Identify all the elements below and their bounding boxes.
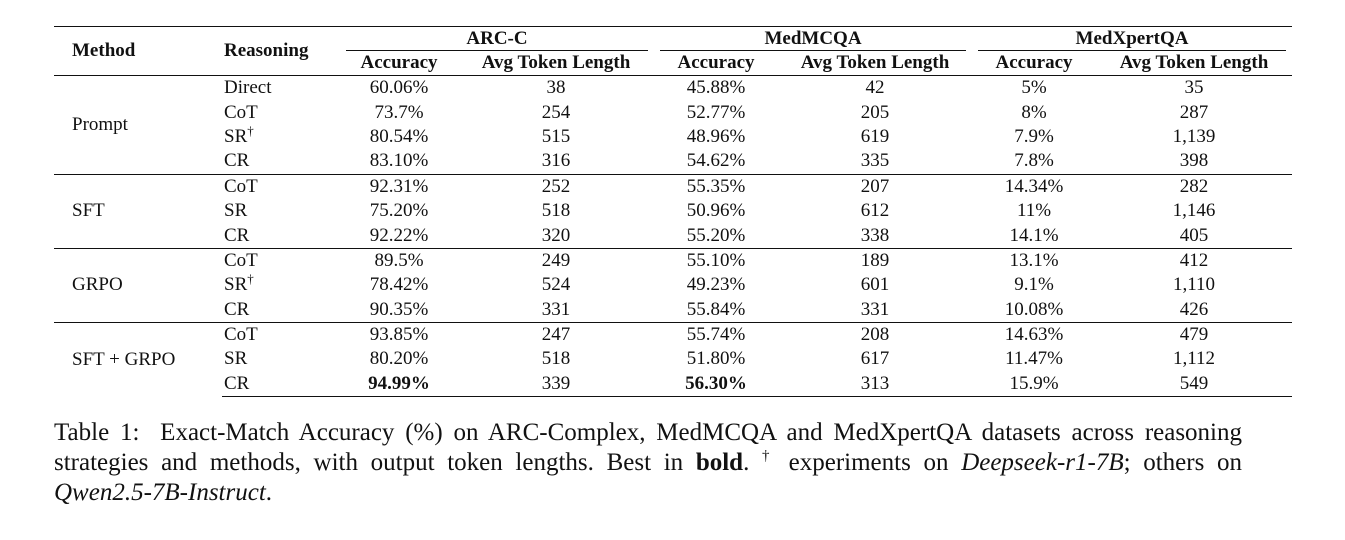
medmcqa-token-length-cell: 612 [860, 200, 890, 222]
caption-bold-word: bold [695, 449, 744, 476]
reasoning-cell [222, 273, 340, 297]
reasoning-cell [222, 223, 340, 248]
medmcqa-token-length-cell: 42 [865, 77, 885, 99]
medxpertqa-token-length-cell: 405 [1179, 224, 1209, 246]
table-row [54, 149, 1292, 174]
medmcqa-accuracy-header: Accuracy [677, 52, 755, 73]
table-row [54, 223, 1292, 248]
reasoning-label: SR [224, 200, 248, 222]
reasoning-cell [222, 76, 340, 101]
medmcqa-token-length-cell: 601 [860, 274, 890, 296]
reasoning-label: CR [224, 224, 250, 246]
table-row [54, 322, 1292, 347]
medxpertqa-accuracy-cell: 11% [1016, 200, 1052, 222]
caption-text: . [743, 449, 763, 476]
arc-token-length-cell: 518 [541, 348, 571, 370]
medmcqa-accuracy-cell: 48.96% [686, 125, 746, 147]
arc-accuracy-header: Accuracy [360, 52, 438, 73]
medxpertqa-accuracy-cell: 15.9% [972, 372, 1096, 397]
arc-accuracy-cell: 80.20% [369, 348, 429, 370]
caption-text: ; others on [1123, 449, 1243, 476]
reasoning-label: CR [224, 372, 250, 394]
caption-text: . [265, 479, 273, 506]
caption-text: experiments on [775, 449, 962, 476]
table-row [54, 76, 1292, 101]
medxpertqa-token-length-cell: 35 [1184, 77, 1204, 99]
medxpertqa-accuracy-cell: 14.63% [972, 322, 1096, 347]
medmcqa-token-length-cell: 313 [778, 372, 972, 397]
arc-token-length-cell: 515 [541, 125, 571, 147]
medmcqa-token-length-cell: 331 [860, 298, 890, 320]
arc-accuracy-cell: 78.42% [369, 274, 429, 296]
caption-model-deepseek: Deepseek-r1-7B [961, 449, 1124, 476]
medxpertqa-group-header: MedXpertQA [972, 27, 1292, 52]
medmcqa-accuracy-cell: 49.23% [686, 274, 746, 296]
medxpertqa-accuracy-cell: 5% [1021, 77, 1047, 99]
medxpertqa-accuracy-cell: 9.1% [1014, 274, 1054, 296]
medxpertqa-token-length-cell: 1,112 [1172, 348, 1216, 370]
arc-token-length-cell: 38 [546, 77, 566, 99]
arc-token-length-cell: 247 [458, 322, 654, 347]
arc-accuracy-cell: 89.5% [340, 248, 458, 273]
table-row [54, 347, 1292, 371]
reasoning-label: Direct [224, 77, 272, 99]
reasoning-label: CoT [224, 175, 258, 197]
table-row [54, 125, 1292, 149]
arc-accuracy-cell: 92.31% [340, 174, 458, 199]
reasoning-cell [222, 149, 340, 174]
table-row [54, 372, 1292, 397]
arc-accuracy-cell: 80.54% [369, 125, 429, 147]
arc-accuracy-cell: 93.85% [340, 322, 458, 347]
arc-accuracy-cell: 92.22% [369, 224, 429, 246]
medxpertqa-accuracy-cell: 14.1% [1009, 224, 1059, 246]
medmcqa-token-length-cell: 208 [778, 322, 972, 347]
arc-accuracy-cell: 73.7% [374, 101, 424, 123]
arc-token-length-cell: 331 [541, 298, 571, 320]
medxpertqa-token-length-header: Avg Token Length [1119, 52, 1269, 73]
medmcqa-token-length-cell: 205 [860, 101, 890, 123]
reasoning-cell [222, 372, 340, 397]
reasoning-cell [222, 248, 340, 273]
arc-accuracy-cell: 75.20% [369, 200, 429, 222]
reasoning-label: CoT [224, 324, 258, 346]
reasoning-label: CR [224, 150, 250, 172]
medmcqa-accuracy-cell: 55.20% [686, 224, 746, 246]
method-cell: SFT + GRPO [54, 322, 222, 396]
reasoning-column-header: Reasoning [224, 40, 309, 61]
medmcqa-accuracy-cell: 54.62% [686, 150, 746, 172]
table-row [54, 273, 1292, 297]
medmcqa-accuracy-cell: 45.88% [686, 77, 746, 99]
arc-token-length-cell: 249 [458, 248, 654, 273]
arc-accuracy-cell: 83.10% [369, 150, 429, 172]
medxpertqa-token-length-cell: 1,110 [1172, 274, 1216, 296]
medxpertqa-accuracy-cell: 11.47% [1005, 348, 1063, 370]
medxpertqa-accuracy-cell: 7.8% [1014, 150, 1054, 172]
arc-token-length-cell: 254 [541, 101, 571, 123]
reasoning-cell [222, 298, 340, 323]
medxpertqa-token-length-cell: 412 [1096, 248, 1292, 273]
dagger-mark: † [247, 271, 254, 287]
table-row [54, 298, 1292, 323]
medxpertqa-token-length-cell: 479 [1096, 322, 1292, 347]
reasoning-cell [222, 322, 340, 347]
medmcqa-accuracy-cell: 55.35% [654, 174, 778, 199]
caption-dagger: † [762, 448, 776, 464]
method-cell: SFT [54, 174, 222, 248]
reasoning-label: SR [224, 274, 248, 296]
medxpertqa-token-length-cell: 1,146 [1172, 200, 1216, 222]
medxpertqa-accuracy-header: Accuracy [995, 52, 1073, 73]
medmcqa-accuracy-cell: 51.80% [686, 348, 746, 370]
method-column-header: Method [72, 40, 136, 61]
caption-label: Table 1: [54, 419, 140, 446]
table-row [54, 199, 1292, 223]
medmcqa-token-length-header: Avg Token Length [800, 52, 950, 73]
table-caption [54, 418, 1242, 508]
medmcqa-token-length-cell: 189 [778, 248, 972, 273]
table-row [54, 248, 1292, 273]
medxpertqa-accuracy-cell: 7.9% [1014, 125, 1054, 147]
medxpertqa-token-length-cell: 1,139 [1172, 125, 1216, 147]
arc-accuracy-cell: 94.99% [340, 372, 458, 397]
medmcqa-accuracy-cell: 56.30% [654, 372, 778, 397]
medxpertqa-accuracy-cell: 13.1% [972, 248, 1096, 273]
arc-token-length-cell: 339 [458, 372, 654, 397]
arc-token-length-cell: 524 [541, 274, 571, 296]
dagger-mark: † [247, 122, 254, 138]
arc-c-group-header: ARC-C [340, 27, 654, 52]
reasoning-cell [222, 100, 340, 124]
medmcqa-token-length-cell: 338 [860, 224, 890, 246]
medxpertqa-token-length-cell: 398 [1179, 150, 1209, 172]
medxpertqa-token-length-cell: 282 [1096, 174, 1292, 199]
arc-token-length-header: Avg Token Length [481, 52, 631, 73]
medxpertqa-token-length-cell: 287 [1179, 101, 1209, 123]
medmcqa-accuracy-cell: 50.96% [686, 200, 746, 222]
medmcqa-token-length-cell: 335 [860, 150, 890, 172]
medmcqa-token-length-cell: 619 [860, 125, 890, 147]
method-cell: Prompt [72, 113, 128, 135]
reasoning-label: CoT [224, 101, 258, 123]
medxpertqa-accuracy-cell: 14.34% [972, 174, 1096, 199]
medmcqa-accuracy-cell: 55.84% [686, 298, 746, 320]
table-body [54, 76, 1292, 397]
caption-model-qwen: Qwen2.5-7B-Instruct [54, 479, 266, 506]
arc-accuracy-cell: 90.35% [369, 298, 429, 320]
table-row [54, 174, 1292, 199]
medxpertqa-token-length-cell: 426 [1179, 298, 1209, 320]
medmcqa-accuracy-cell: 55.10% [654, 248, 778, 273]
arc-token-length-cell: 316 [541, 150, 571, 172]
medmcqa-accuracy-cell: 52.77% [686, 101, 746, 123]
results-table [54, 26, 1292, 397]
reasoning-label: SR [224, 125, 248, 147]
medmcqa-token-length-cell: 617 [860, 348, 890, 370]
reasoning-cell [222, 122, 340, 149]
reasoning-cell [222, 347, 340, 371]
arc-token-length-cell: 252 [458, 174, 654, 199]
reasoning-cell [222, 174, 340, 199]
method-cell: GRPO [54, 248, 222, 322]
reasoning-label: CoT [224, 249, 258, 271]
medxpertqa-accuracy-cell: 10.08% [1004, 298, 1064, 320]
medmcqa-accuracy-cell: 55.74% [654, 322, 778, 347]
reasoning-label: CR [224, 298, 250, 320]
medxpertqa-accuracy-cell: 8% [1021, 101, 1047, 123]
arc-accuracy-cell: 60.06% [369, 77, 429, 99]
medmcqa-token-length-cell: 207 [778, 174, 972, 199]
medmcqa-group-header: MedMCQA [654, 27, 972, 52]
arc-token-length-cell: 518 [541, 200, 571, 222]
reasoning-label: SR [224, 348, 248, 370]
medxpertqa-token-length-cell: 549 [1096, 372, 1292, 397]
table-row [54, 100, 1292, 124]
arc-token-length-cell: 320 [541, 224, 571, 246]
caption-text: Exact-Match Accuracy (%) on ARC-Complex, MedMCQA and MedXpertQA datasets across reasoning strategies and methods, with output token lengths. Best in [54, 419, 1243, 476]
reasoning-cell [222, 199, 340, 223]
